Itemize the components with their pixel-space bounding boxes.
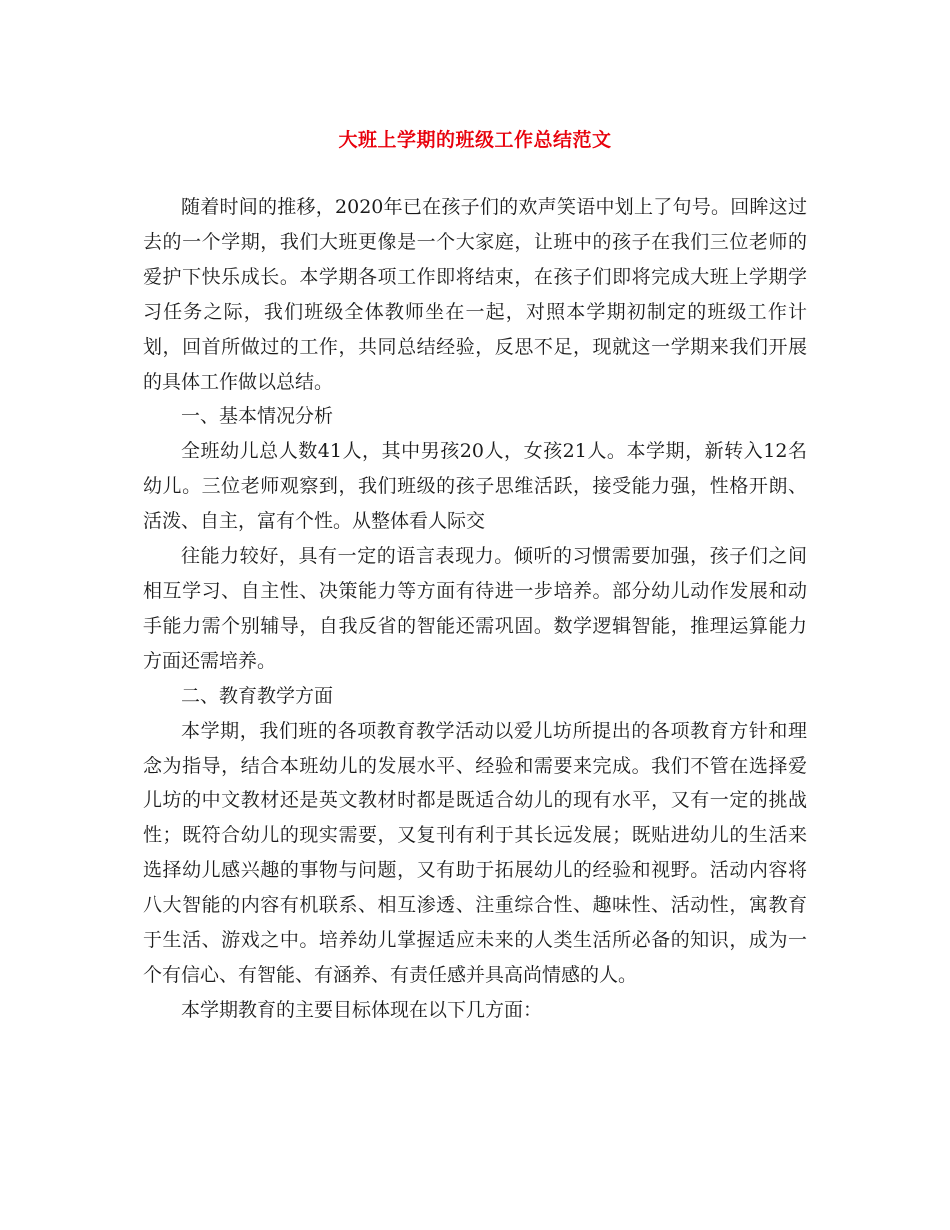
basic-situation-paragraph-continued: 往能力较好，具有一定的语言表现力。倾听的习惯需要加强，孩子们之间相互学习、自主性、决策能力等方面有待进一步培养。部分幼儿动作发展和动手能力需个别辅导，自我反省的智能还需巩固。数学逻辑智能，推理运算能力方面还需培养。 (143, 545, 807, 672)
document-title: 大班上学期的班级工作总结范文 (338, 129, 612, 151)
basic-situation-paragraph: 全班幼儿总人数41人，其中男孩20人，女孩21人。本学期，新转入12名幼儿。三位老师观察到，我们班级的孩子思维活跃，接受能力强，性格开朗、活泼、自主，富有个性。从整体看人际交 (143, 440, 807, 533)
section-heading-education: 二、教育教学方面 (181, 684, 334, 707)
goals-intro-paragraph: 本学期教育的主要目标体现在以下几方面： (181, 998, 543, 1021)
intro-paragraph: 随着时间的推移，2020年已在孩子们的欢声笑语中划上了句号。回眸这过去的一个学期，我们大班更像是一个大家庭，让班中的孩子在我们三位老师的爱护下快乐成长。本学期各项工作即将结束，在孩子们即将完成大班上学期学习任务之际，我们班级全体教师坐在一起，对照本学期初制定的班级工作计划，回首所做过的工作，共同总结经验，反思不足，现就这一学期来我们开展的具体工作做以总结。 (143, 196, 807, 393)
section-heading-basic-situation: 一、基本情况分析 (181, 405, 334, 428)
document-body (143, 190, 807, 1028)
education-paragraph: 本学期，我们班的各项教育教学活动以爱儿坊所提出的各项教育方针和理念为指导，结合本班幼儿的发展水平、经验和需要来完成。我们不管在选择爱儿坊的中文教材还是英文教材时都是既适合幼儿的现有水平，又有一定的挑战性；既符合幼儿的现实需要，又复刊有利于其长远发展；既贴进幼儿的生活来选择幼儿感兴趣的事物与问题，又有助于拓展幼儿的经验和视野。活动内容将八大智能的内容有机联系、相互渗透、注重综合性、趣味性、活动性，寓教育于生活、游戏之中。培养幼儿掌握适应未来的人类生活所必备的知识，成为一个有信心、有智能、有涵养、有责任感并具高尚情感的人。 (143, 719, 807, 986)
